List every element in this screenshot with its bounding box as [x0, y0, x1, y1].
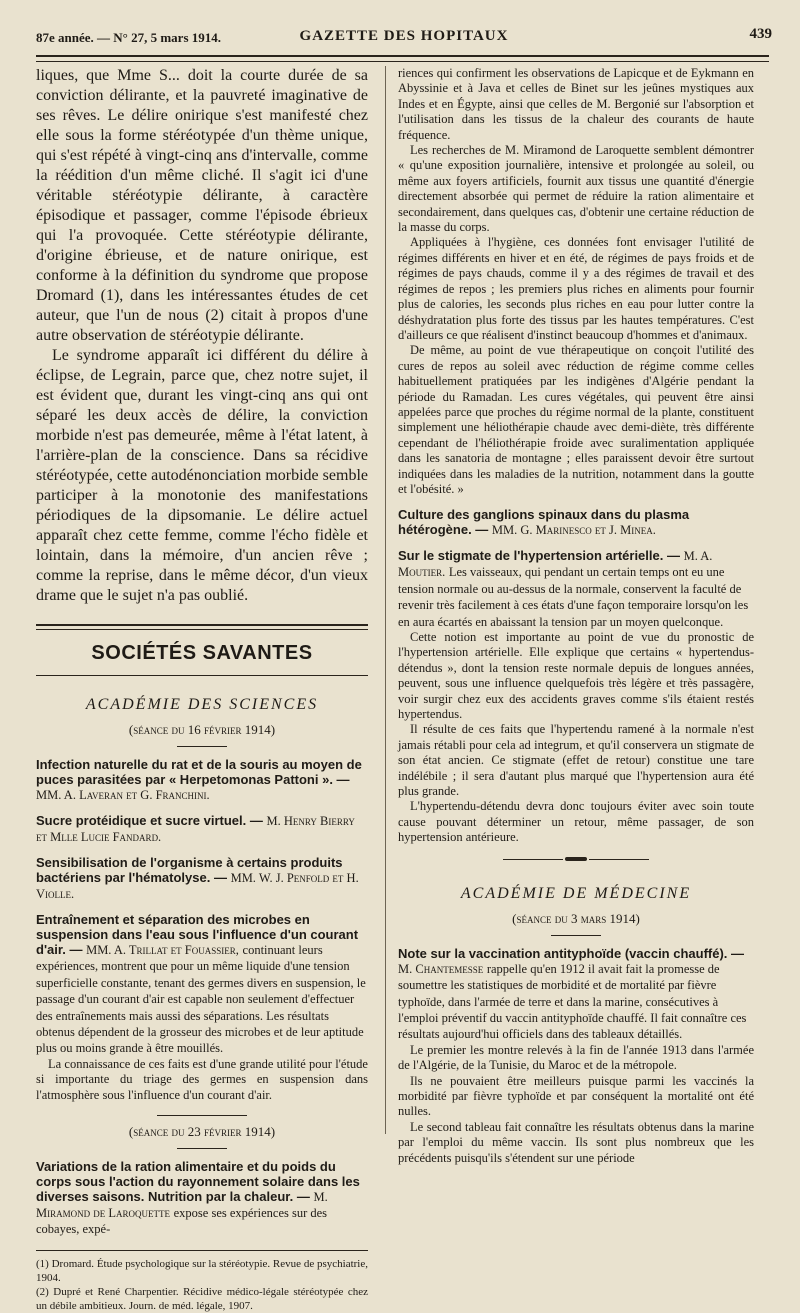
- column-divider: [385, 66, 386, 1134]
- body-paragraph: La connaissance de ces faits est d'une grande utilité pour l'étude si importante du triage des germes en suspension dans l'atmosphère sous l'influence d'un courant d'air.: [36, 1056, 368, 1102]
- section-rule: [36, 675, 368, 676]
- header-rule: [36, 55, 769, 62]
- ornament-rule: [398, 854, 754, 865]
- issue-info: 87e année. — N° 27, 5 mars 1914.: [36, 30, 222, 45]
- article-title: Entraînement et séparation des microbes en suspension dans l'eau sous l'influence d'un courant d'air. — MM. A. Trillat et Fouassier, continuant leurs expériences, montrent que pour un même liquide d'une tension superficielle constante, tenant des germes divers en suspension, le passage d'un courant d'air est capable non seulement d'effectuer des entraînements mais aussi des séparations. Les résultats obtenus dépendent de la grosseur des microbes et de leur aptitude plus ou moins grande à être mouillés.: [36, 912, 366, 1056]
- session-date: (séance du 3 mars 1914): [512, 910, 640, 926]
- short-rule: [177, 1148, 227, 1149]
- right-column: [398, 66, 754, 1166]
- body-paragraph: Il résulte de ces faits que l'hypertendu ramené à la normale n'est jamais rétabli pour cela ad integrum, et qu'il conservera un stigmate de son état ancien. Ce stigmate (effet de retour) constitue une tare indélébile ; il sera d'autant plus marqué que l'hypertension aura été plus grande.: [398, 722, 754, 799]
- article-title: Culture des ganglions spinaux dans du plasma hétérogène. — MM. G. Marinesco et J. Minea.: [398, 507, 690, 538]
- body-paragraph: Le syndrome apparaît ici différent du délire à éclipse, de Legrain, parce que, chez notre sujet, il est évident que, durant les vingt-cinq ans qui ont séparé les deux accès de délire, la conviction morbide n'est pas demeurée, même à l'état latent, à l'arrière-plan de la conscience. Dans sa récidive stéréotypée, cette autodénonciation morbide semble participer à la monotonie des manifestations périodiques de la dipsomanie. Le délire actuel apparaît chez cette femme, comme l'écho fidèle et lointain, dans la mémoire, d'un ancien rêve ; comme la reprise, dans le même décor, d'un vieux drame que le sujet n'a pas oublié.: [36, 347, 368, 604]
- article-title: Note sur la vaccination antityphoïde (vaccin chauffé). — M. Chantemesse rappelle qu'en 1912 il avait fait la promesse de soumettre les statistiques de morbidité et de mortalité par fièvre typhoïde, dans l'armée de terre et dans la marine, consécutives à l'emploi préventif du vaccin antityphoïde chauffé. Il fait connaître ces résultats aujourd'hui officiels dans des tableaux détaillés.: [398, 945, 747, 1042]
- journal-title: GAZETTE DES HOPITAUX: [299, 28, 509, 44]
- academy-title: ACADÉMIE DES SCIENCES: [85, 696, 319, 713]
- academy-title: ACADÉMIE DE MÉDECINE: [460, 884, 692, 902]
- article-title: Sensibilisation de l'organisme à certains produits bactériens par l'hématolyse. — MM. W. J. Penfold et H. Violle.: [36, 855, 359, 901]
- short-rule: [177, 746, 227, 747]
- body-paragraph: Appliquées à l'hygiène, ces données font envisager l'utilité de régimes différents en hiver et en été, de régimes de pays froids et de régimes de pays chauds, comme il y a des régimes de travail et des régimes de repos ; les premiers plus riches en aliments pour fournir plus de calories, les seconds plus riches en eau pour lutter contre la déshydratation plus forte des tissus par les hautes températures. C'est d'ailleurs ce que réalisent d'instinct beaucoup d'hommes et d'animaux.: [398, 235, 754, 342]
- footnote: (1) Dromard. Étude psychologique sur la stéréotypie. Revue de psychiatrie, 1904.: [36, 1257, 368, 1284]
- article-title: Sur le stigmate de l'hypertension artérielle. — M. A. Moutier. Les vaisseaux, qui pendant un certain temps ont eu une tension normale ou au-dessus de la normale, conservent la faculté de revenir très facilement à ces états d'une façon temporaire lorsqu'on les en aura écartés en abaissant la tension par un moyen quelconque.: [398, 548, 749, 629]
- body-paragraph: Le second tableau fait connaître les résultats obtenus dans la marine par l'emploi du même vaccin. Ils sont plus nombreux que les précédents puisqu'ils s'étendent sur une période: [398, 1119, 754, 1165]
- article-title: Infection naturelle du rat et de la souris au moyen de puces parasitées par « Herpetomonas Pattoni ». — MM. A. Laveran et G. Franchini.: [36, 757, 362, 802]
- session-date: (séance du 16 février 1914): [128, 722, 276, 737]
- short-rule: [551, 935, 601, 936]
- body-paragraph: Les recherches de M. Miramond de Laroquette semblent démontrer « qu'une exposition journalière, intensive et prolongée au soleil, ou même aux foyers artificiels, fournit aux tissus une quantité d'énergie directement absorbée qui permet de réduire la ration alimentaire et secondairement, dans quelques cas, d'obtenir une certaine réduction de la masse du corps.: [398, 143, 754, 235]
- body-paragraph: liques, que Mme S... doit la courte durée de sa conviction délirante, et la pauvreté imaginative de ses rêves. Le délire onirique s'est manifesté chez elle sous la forme stéréotypée d'un thème unique, qui s'est répété à vingt-cinq ans d'intervalle, comme la réédition d'un même cliché. Il s'agit ici d'une véritable stéréotypie délirante, à caractère épisodique et passager, comme l'épisode ébrieux qui l'a provoquée. Cette stéréotypie délirante, d'origine ébrieuse, et de nature onirique, est conforme à la définition du syndrome que propose Dromard (1), dans les intéressantes études de cet auteur, que l'un de nous (2) citait à propos d'une autre observation de stéréotypie délirante.: [36, 67, 368, 344]
- footnote-rule: [36, 1250, 368, 1251]
- article-title: Sucre protéidique et sucre virtuel. — M. Henry Bierry et Mlle Lucie Fandard.: [36, 813, 355, 844]
- page-number: 439: [749, 26, 772, 42]
- section-rule: [36, 624, 368, 630]
- body-paragraph: riences qui confirment les observations de Lapicque et de Eykmann en Abyssinie et à Java et celles de Binet sur les jeûnes mystiques aux Indes et en Égypte, ainsi que celles de M. Bergonié sur l'absorption et l'utilisation dans les tissus de la chaleur des courants de haute fréquence.: [398, 66, 754, 142]
- body-paragraph: De même, au point de vue thérapeutique on conçoit l'utilité des cures de repos au soleil avec réduction de régime comme celles habituellement pratiquées par les indigènes d'Algérie pendant la période du Ramadan. Les cures végétales, qui peuvent être ainsi appelées parce que proches du régime normal de la plante, constituent simplement une héliothérapie chaude avec demi-diète, très différente cependant de l'héliothérapie froide avec suralimentation appliquée dans les sanatoria de montagne ; elles paraissent devoir être surtout indiquées dans les maladies de la nutrition, notamment dans la goutte et l'obésité. »: [398, 343, 754, 496]
- section-title: SOCIÉTÉS SAVANTES: [91, 642, 313, 664]
- page-header: [36, 24, 772, 46]
- body-paragraph: L'hypertendu-détendu devra donc toujours éviter avec soin toute cause pouvant déterminer un retour, même passager, de son hypertension antérieure.: [398, 799, 754, 845]
- body-paragraph: Le premier les montre relevés à la fin de l'année 1913 dans l'armée de l'Algérie, de la Tunisie, du Maroc et de la métropole.: [398, 1042, 754, 1073]
- separator-rule: [157, 1115, 247, 1116]
- session-date: (séance du 23 février 1914): [128, 1124, 276, 1140]
- body-paragraph: Cette notion est importante au point de vue du pronostic de l'hypertension artérielle. Elle explique que certains « hypertendus-détendus », dont la tension reste normale depuis de longues années, peuvent, sous une influence quelquefois très légère et très passagère, voir surgir chez eux des accidents graves comme s'ils étaient restés hypertendus.: [398, 630, 754, 722]
- body-paragraph: Ils ne pouvaient être meilleurs puisque parmi les vaccinés la morbidité par fièvre typhoïde et par conséquent la mortalité ont été nulles.: [398, 1073, 754, 1119]
- footnote: (2) Dupré et René Charpentier. Récidive médico-légale stéréotypée chez un débile ambitieux. Journ. de méd. légale, 1907.: [36, 1285, 368, 1312]
- left-column: [36, 66, 368, 1313]
- article-title: Variations de la ration alimentaire et du poids du corps sous l'action du rayonnement solaire dans les diverses saisons. Nutrition par la chaleur. — M. Miramond de Laroquette expose ses expériences sur des cobayes, expé-: [36, 1159, 360, 1237]
